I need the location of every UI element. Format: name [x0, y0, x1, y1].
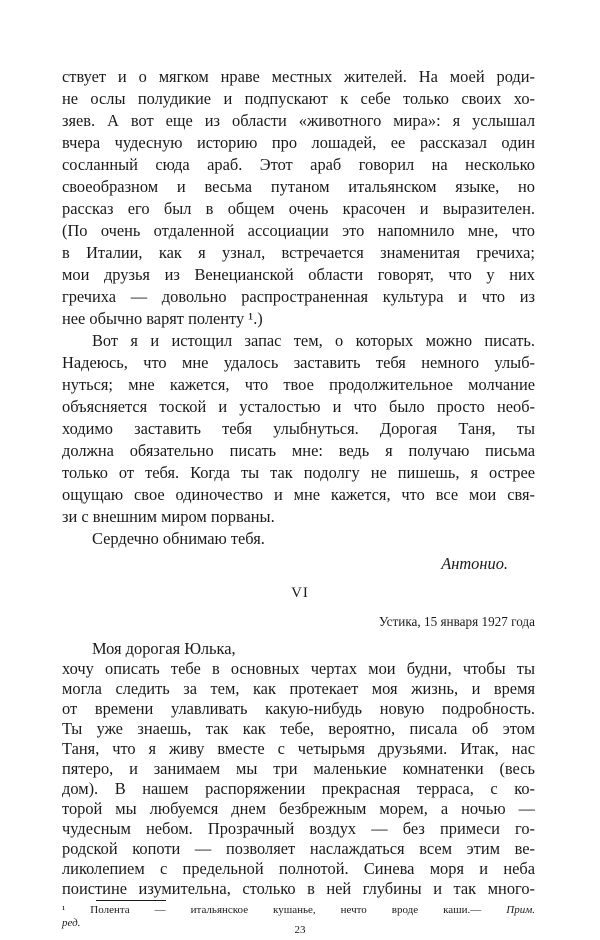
letter-line: пятеро, и занимаем мы три маленькие комнатенки (весь [62, 759, 535, 778]
body-line: ощущаю свое одиночество и мне кажется, что все мои свя- [62, 485, 535, 504]
signature: Антонио. [441, 554, 508, 573]
body-line: ходимо заставить тебя улыбнуться. Дорогая Таня, ты [62, 419, 535, 438]
chapter-number: VI [291, 585, 309, 601]
letter-line: Ты уже знаешь, так как тебе, вероятно, писала об этом [62, 719, 535, 738]
body-line: гречиха — довольно распространенная культура и что из [62, 287, 535, 306]
body-line: сосланный сюда араб. Этот араб говорил на несколько [62, 155, 535, 174]
salutation: Моя дорогая Юлька, [92, 639, 236, 658]
letter-line: Таня, что я живу вместе с четырьмя друзьями. Итак, нас [62, 739, 535, 758]
footnote-rule [96, 900, 166, 901]
footnote-text: ¹ Полента — итальянское кушанье, нечто вроде каши.— [62, 904, 507, 916]
closing-line: Сердечно обнимаю тебя. [92, 529, 265, 548]
body-line: нее обычно варят поленту ¹.) [62, 309, 263, 328]
letter-line: родской копоти — позволяет наслаждаться всем этим ве- [62, 839, 535, 858]
dateline: Устика, 15 января 1927 года [378, 614, 535, 629]
letter-line: от времени улавливать какую-нибудь новую подробность. [62, 699, 535, 718]
body-line: в Италии, как я узнал, встречается знаменитая гречиха; [62, 243, 535, 262]
body-line: зяев. А вот еще из области «животного мира»: я услышал [62, 111, 535, 130]
body-line: рассказ его был в общем очень красочен и выразителен. [62, 199, 535, 218]
body-line: (По очень отдаленной ассоциации это напомнило мне, что [62, 221, 535, 240]
body-line: ствует и о мягком нраве местных жителей. На моей роди- [62, 67, 535, 86]
letter-line: ликолепием с предельной полнотой. Синева моря и неба [62, 859, 535, 878]
body-line: мои друзья из Венецианской области говорят, что у них [62, 265, 535, 284]
body-line: вчера чудесную историю про лошадей, ее рассказал один [62, 133, 535, 152]
letter-line: торой мы любуемся днем безбрежным морем, а ночью — [62, 799, 535, 818]
body-line: только от тебя. Когда ты так подолгу не пишешь, я острее [62, 463, 535, 482]
letter-line: хочу описать тебе в основных чертах мои будни, чтобы ты [62, 659, 535, 678]
body-line: не ослы полудикие и подпускают к себе только своих хо- [62, 89, 535, 108]
letter-line: поистине изумительна, столько в ней глубины и так много- [62, 879, 535, 898]
letter-line: дом). В нашем распоряжении прекрасная терраса, с ко- [62, 779, 535, 798]
body-line: зи с внешним миром порваны. [62, 507, 275, 526]
body-line: Надеюсь, что мне удалось заставить тебя немного улыб- [62, 353, 535, 372]
letter-line: могла следить за тем, как протекает моя жизнь, и время [62, 679, 535, 698]
body-line: нуться; мне кажется, что твое продолжительное молчание [62, 375, 535, 394]
body-line: должна обязательно писать мне: ведь я получаю письма [62, 441, 535, 460]
body-line: объясняется тоской и усталостью и что было просто необ- [62, 397, 535, 416]
letter-line: чудесным небом. Прозрачный воздух — без примеси го- [62, 819, 535, 838]
body-line: своеобразном и весьма путаном итальянском языке, но [62, 177, 535, 196]
body-line: Вот я и истощил запас тем, о которых можно писать. [92, 331, 535, 350]
footnote-line [62, 903, 535, 917]
footnote-editor-mark: Прим. [506, 904, 535, 916]
page-number: 23 [294, 924, 306, 936]
footnote-editor-mark-cont: ред. [62, 917, 81, 929]
